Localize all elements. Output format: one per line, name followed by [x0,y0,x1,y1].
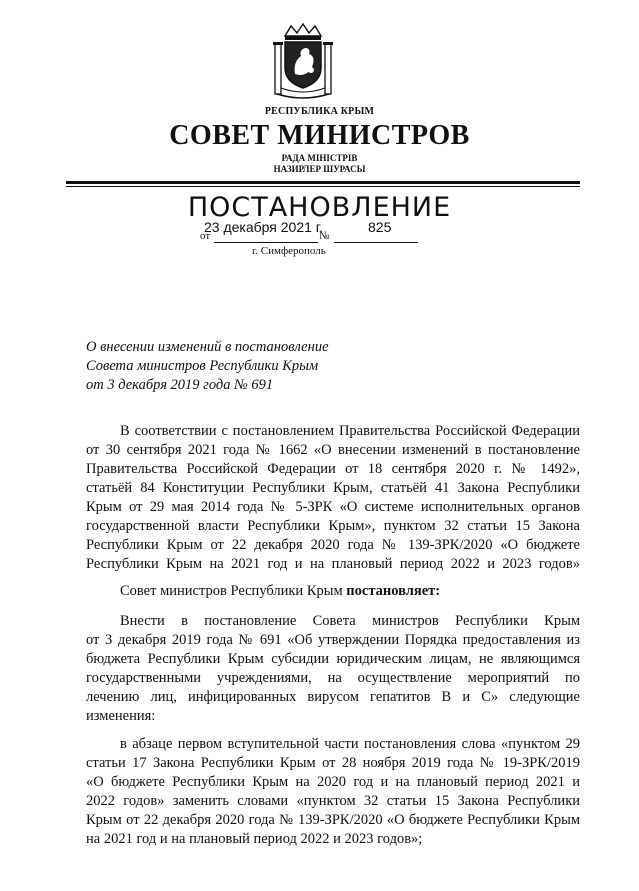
republic-name: РЕСПУБЛИКА КРЫМ [264,106,375,117]
amendment-line: лечению лиц, инфицированных вирусом гепатитов B и C» следующие [86,689,580,705]
amendment-line: государственными учреждениями, на осуществление мероприятий по [86,670,580,686]
document-type-title: ПОСТАНОВЛЕНИЕ [187,192,452,223]
preamble-line: государственной власти Республики Крым», пунктом 32 статьи 15 Закона [86,518,580,534]
preamble-line: статьёй 84 Конституции Республики Крым, статьёй 41 Закона Республики [86,480,580,496]
subject-line: О внесении изменений в постановление [86,339,329,355]
decree-text: Совет министров Республики Крым [120,583,347,599]
preamble-line: В соответствии с постановлением Правительства Российской Федерации [120,423,580,439]
item-line: 2022 годов» заменить словами «пунктом 32 статьи 15 Закона Республики [86,793,580,809]
preamble-line: от 30 сентября 2021 года № 1662 «О внесении изменений в постановление [86,442,580,458]
preamble-line: Республики Крым на 2021 год и на плановый период 2022 и 2023 годов» [86,556,580,572]
decree-statement [120,582,580,601]
date-underline [214,242,318,243]
item-line: Крым от 22 декабря 2020 года № 139-ЗРК/2020 «О бюджете Республики Крым [86,812,580,828]
amendment-line: бюджета Республики Крым субсидии юридическим лицам, не являющимся [86,651,580,667]
subject-line: Совета министров Республики Крым [86,358,319,374]
amendment-line: от 3 декабря 2019 года № 691 «Об утверждении Порядка предоставления из [86,632,580,648]
council-title: СОВЕТ МИНИСТРОВ [169,120,470,151]
amendment-line: Внести в постановление Совета министров Республики Крым [120,613,580,629]
preamble-line: Республики Крым от 22 декабря 2020 года № 139-ЗРК/2020 «О бюджете [86,537,580,553]
date-label: от [200,230,211,242]
council-title-ukrainian: РАДА МІНІСТРІВ [281,153,358,163]
number-label: № [319,230,330,242]
handwritten-date: 23 декабря 2021 г. [204,219,324,235]
item-line: в абзаце первом вступительной части постановления слова «пунктом 29 [120,736,580,752]
number-underline [334,242,418,243]
header-rule-thick [66,181,580,184]
council-title-crimean-tatar: НАЗИРЛЕР ШУРАСЫ [273,164,366,174]
item-line: «О бюджете Республики Крым на 2020 год и на плановый период 2021 и [86,774,580,790]
preamble-line: Крым от 29 мая 2014 года № 5-ЗРК «О системе исполнительных органов [86,499,580,515]
city-name: г. Симферополь [252,245,326,257]
handwritten-number: 825 [368,219,392,235]
header-rule-thin [66,186,580,187]
preamble-line: Правительства Российской Федерации от 18 сентября 2020 г. № 1492», [86,461,580,477]
decree-keyword: постановляет: [346,583,441,599]
subject-line: от 3 декабря 2019 года № 691 [86,377,274,393]
amendment-line: изменения: [86,708,156,724]
item-line: статьи 17 Закона Республики Крым от 28 ноября 2019 года № 19-ЗРК/2019 [86,755,580,771]
item-line: на 2021 год и на плановый период 2022 и 2023 годов»; [86,831,423,847]
coat-of-arms-emblem [271,22,335,104]
document-subject [86,338,329,395]
